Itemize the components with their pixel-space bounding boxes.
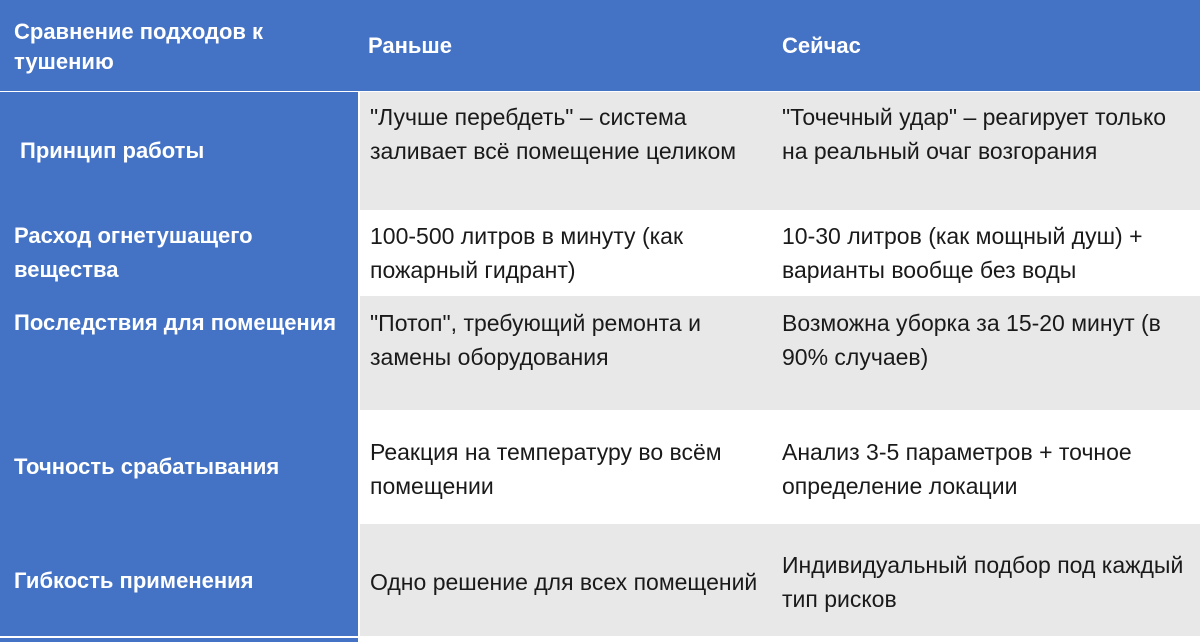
table-row	[0, 524, 1200, 638]
cell-now: 10-30 литров (как мощный душ) + варианты вообще без воды	[770, 210, 1200, 296]
row-label: Расход огнетушащего вещества	[0, 210, 358, 296]
cell-now: Возможна уборка за 15-20 минут (в 90% случаев)	[770, 296, 1200, 410]
cell-now: Индивидуальный подбор под каждый тип рисков	[770, 524, 1200, 638]
row-label: Гибкость применения	[0, 524, 358, 638]
row-label: Последствия для помещения	[0, 296, 358, 410]
header-col-criterion: Сравнение подходов к тушению	[14, 18, 264, 74]
header-col-now: Сейчас	[782, 32, 861, 58]
cell-before: "Лучше перебдеть" – система заливает всё помещение целиком	[358, 92, 770, 210]
row-label: Принцип работы	[0, 92, 358, 210]
cell-before: "Потоп", требующий ремонта и замены оборудования	[358, 296, 770, 410]
table-row	[0, 92, 1200, 210]
table-row	[0, 296, 1200, 410]
header-col-before: Раньше	[368, 32, 453, 58]
cell-before: 100-500 литров в минуту (как пожарный гидрант)	[358, 210, 770, 296]
cell-now: "Точечный удар" – реагирует только на реальный очаг возгорания	[770, 92, 1200, 210]
cell-before: Одно решение для всех помещений	[358, 524, 770, 638]
label-column-bottom-edge	[0, 638, 358, 642]
row-label: Точность срабатывания	[0, 410, 358, 524]
cell-now: Анализ 3-5 параметров + точное определение локации	[770, 410, 1200, 524]
table-row	[0, 410, 1200, 524]
table-row	[0, 210, 1200, 296]
table-header-row	[0, 0, 1200, 91]
cell-before: Реакция на температуру во всём помещении	[358, 410, 770, 524]
